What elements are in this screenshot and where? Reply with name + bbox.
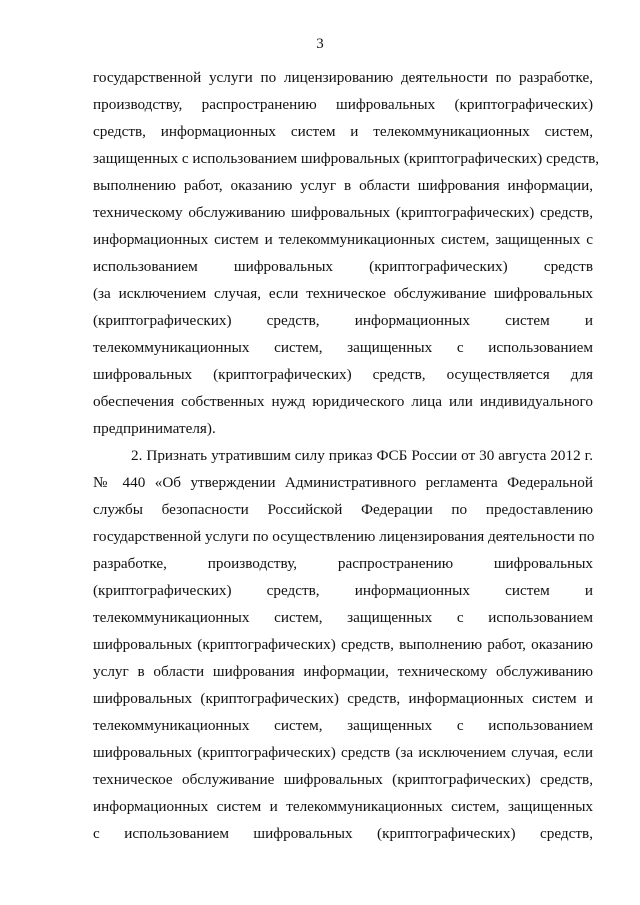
text-line: шифровальных (криптографических) средств, выполнению работ, оказанию xyxy=(93,636,593,653)
text-line: телекоммуникационных систем, защищенных с использованием xyxy=(93,717,593,734)
text-line: телекоммуникационных систем, защищенных с использованием xyxy=(93,609,593,626)
text-line: № 440 «Об утверждении Административного регламента Федеральной xyxy=(93,474,593,491)
text-line: шифровальных (криптографических) средств (за исключением случая, если xyxy=(93,744,593,761)
text-line: шифровальных (криптографических) средств, информационных систем и xyxy=(93,690,593,707)
text-line: использованием шифровальных (криптографических) средств xyxy=(93,258,593,275)
page-number: 3 xyxy=(316,36,324,52)
text-line: государственной услуги по лицензированию деятельности по разработке, xyxy=(93,69,593,86)
text-line: средств, информационных систем и телекоммуникационных систем, xyxy=(93,123,593,140)
paragraph-first-line: 2. Признать утратившим силу приказ ФСБ России от 30 августа 2012 г. xyxy=(131,447,593,464)
text-line: разработке, производству, распространению шифровальных xyxy=(93,555,593,572)
text-line: телекоммуникационных систем, защищенных с использованием xyxy=(93,339,593,356)
text-line: (криптографических) средств, информационных систем и xyxy=(93,312,593,329)
paragraph-end-line: предпринимателя). xyxy=(93,420,216,437)
text-line: с использованием шифровальных (криптографических) средств, xyxy=(93,825,593,842)
text-line: производству, распространению шифровальных (криптографических) xyxy=(93,96,593,113)
text-line: (за исключением случая, если техническое обслуживание шифровальных xyxy=(93,285,593,302)
text-line: выполнению работ, оказанию услуг в области шифрования информации, xyxy=(93,177,593,194)
text-line: службы безопасности Российской Федерации по предоставлению xyxy=(93,501,593,518)
text-line: техническое обслуживание шифровальных (криптографических) средств, xyxy=(93,771,593,788)
text-line: информационных систем и телекоммуникационных систем, защищенных с xyxy=(93,231,593,248)
text-line: защищенных с использованием шифровальных (криптографических) средств, xyxy=(93,150,600,167)
text-line: информационных систем и телекоммуникационных систем, защищенных xyxy=(93,798,593,815)
text-line: (криптографических) средств, информационных систем и xyxy=(93,582,593,599)
text-line: государственной услуги по осуществлению лицензирования деятельности по xyxy=(93,528,595,545)
text-line: услуг в области шифрования информации, техническому обслуживанию xyxy=(93,663,593,680)
text-line: обеспечения собственных нужд юридического лица или индивидуального xyxy=(93,393,593,410)
text-line: шифровальных (криптографических) средств, осуществляется для xyxy=(93,366,593,383)
text-line: техническому обслуживанию шифровальных (криптографических) средств, xyxy=(93,204,593,221)
